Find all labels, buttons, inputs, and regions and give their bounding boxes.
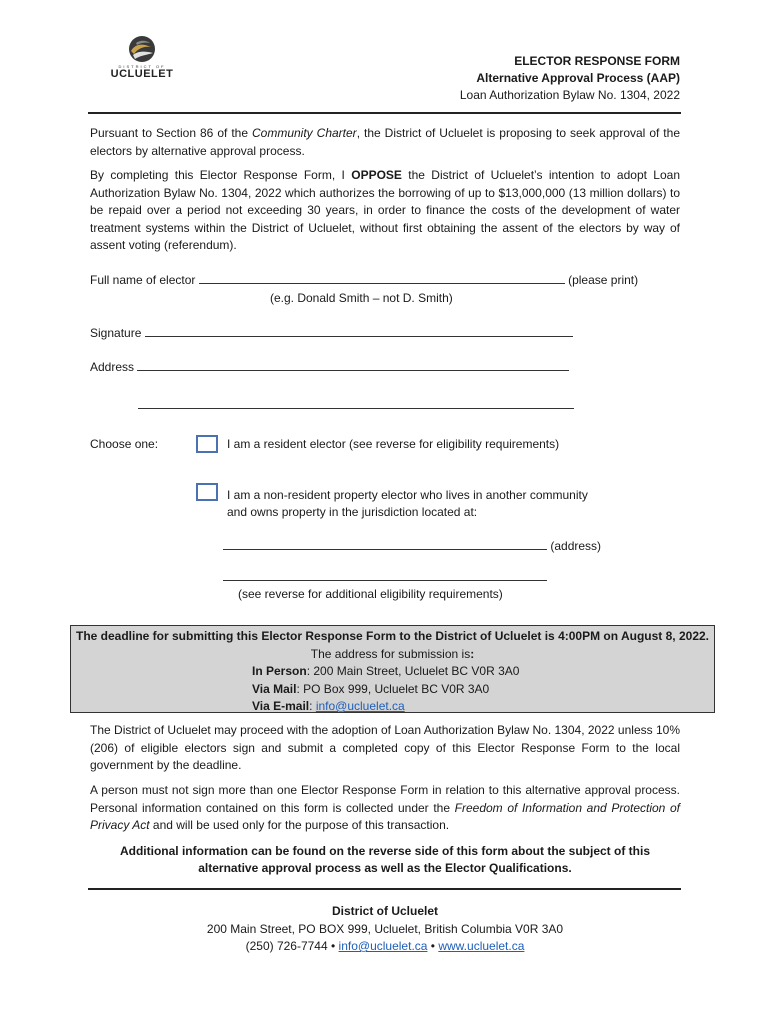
- community-charter-text: Community Charter: [252, 126, 357, 140]
- footer-divider: [88, 888, 681, 890]
- closing-p2-text: A person must not sign more than one Elector Response Form in relation to this alternative approval process. Personal information contained on this form is collected under the: [90, 783, 680, 815]
- deadline-box: [70, 625, 715, 713]
- non-resident-label-line-1: I am a non-resident property elector who lives in another community: [227, 488, 588, 502]
- property-address-field-2[interactable]: [223, 569, 547, 581]
- address-colon: :: [470, 646, 475, 661]
- resident-elector-checkbox[interactable]: [196, 435, 218, 453]
- signature-row: [90, 325, 573, 342]
- in-person-value: : 200 Main Street, Ucluelet BC V0R 3A0: [306, 664, 520, 678]
- via-mail-line: [71, 681, 714, 699]
- form-bylaw: Loan Authorization Bylaw No. 1304, 2022: [459, 88, 680, 102]
- header-divider: [88, 112, 681, 114]
- choose-one-label: Choose one:: [90, 437, 159, 451]
- address-label: Address: [90, 360, 135, 374]
- intro-p1-text: Pursuant to Section 86 of the: [90, 126, 252, 140]
- please-print-label: (please print): [568, 273, 639, 287]
- via-mail-label: Via Mail: [252, 681, 297, 696]
- intro-paragraph-2: [90, 167, 680, 255]
- address-suffix-label: (address): [550, 539, 602, 553]
- intro-p2-rest: the District of Ucluelet’s intention to adopt Loan Authorization Bylaw No. 1304, 2022 which authorizes the borrowing of up to $13,000,000 (13 million dollars) to be repaid over a period not exceeding 30 years, in order to finance the costs of the development of water treatment systems within the District of Ucluelet, without first obtaining the assent of the electors by way of assent voting (referendum).: [90, 168, 680, 252]
- full-name-label: Full name of elector: [90, 273, 196, 287]
- additional-info-line-1: Additional information can be found on the reverse side of this form about the subject of this: [119, 844, 651, 858]
- form-title: ELECTOR RESPONSE FORM: [514, 54, 680, 68]
- non-resident-label-line-2: and owns property in the jurisdiction located at:: [227, 505, 478, 519]
- closing-paragraph-2: [90, 782, 680, 835]
- address-for-text: The address for submission is: [310, 646, 471, 661]
- via-email-line: [71, 698, 714, 716]
- signature-field[interactable]: [145, 325, 573, 337]
- footer-org: District of Ucluelet: [331, 904, 439, 918]
- oppose-text: OPPOSE: [351, 168, 402, 182]
- address-row-2: [138, 397, 574, 414]
- property-address-row-1: [223, 538, 601, 555]
- intro-p1-rest: , the District of Ucluelet is proposing to seek approval of the electors by alternative approval process.: [90, 126, 680, 158]
- intro-paragraph-1: [90, 125, 680, 160]
- via-mail-value: : PO Box 999, Ucluelet BC V0R 3A0: [296, 681, 490, 696]
- closing-paragraph-1: The District of Ucluelet may proceed with the adoption of Loan Authorization Bylaw No. 1304, 2022 unless 10% (206) of eligible electors sign and submit a completed copy of this Elector Response Form to the local government by the deadline.: [90, 723, 680, 772]
- submission-email-link[interactable]: info@ucluelet.ca: [315, 699, 405, 713]
- footer-bullet-2: •: [430, 939, 435, 953]
- resident-elector-label: I am a resident elector (see reverse for eligibility requirements): [227, 437, 560, 451]
- submission-address-heading: [71, 646, 714, 664]
- deadline-headline: The deadline for submitting this Elector Response Form to the District of Ucluelet is 4:00PM on August 8, 2022.: [76, 629, 709, 643]
- footer-bullet-1: •: [331, 939, 336, 953]
- property-address-field-1[interactable]: [223, 538, 547, 550]
- reverse-eligibility-note: (see reverse for additional eligibility requirements): [238, 587, 503, 601]
- full-name-field[interactable]: [199, 272, 565, 284]
- footer-contact-line: [90, 938, 680, 956]
- footer-email-link[interactable]: info@ucluelet.ca: [338, 939, 428, 953]
- footer-address: 200 Main Street, PO BOX 999, Ucluelet, British Columbia V0R 3A0: [206, 922, 564, 936]
- full-name-example: (e.g. Donald Smith – not D. Smith): [270, 291, 453, 305]
- in-person-label: In Person: [252, 664, 307, 678]
- intro-p2-text: By completing this Elector Response Form, I: [90, 168, 352, 182]
- full-name-row: [90, 272, 638, 289]
- address-field-line-2[interactable]: [138, 397, 574, 409]
- ucluelet-emblem-icon: [124, 34, 160, 64]
- address-field-line-1[interactable]: [137, 359, 569, 371]
- foi-act-text: Freedom of Information and Protection of Privacy Act: [90, 800, 680, 832]
- signature-label: Signature: [90, 326, 142, 340]
- logo-ucluelet: UCLUELET: [110, 68, 174, 80]
- form-subtitle: Alternative Approval Process (AAP): [476, 71, 680, 85]
- additional-info-line-2: alternative approval process as well as the Elector Qualifications.: [198, 861, 572, 875]
- address-row: [90, 359, 569, 376]
- non-resident-elector-checkbox[interactable]: [196, 483, 218, 501]
- district-logo: [106, 34, 178, 80]
- footer-phone: (250) 726-7744: [245, 939, 328, 953]
- form-title-block: [460, 53, 680, 104]
- property-address-row-2: [223, 569, 547, 586]
- via-email-colon: :: [309, 699, 316, 713]
- logo-district-of: DISTRICT OF: [118, 64, 166, 69]
- via-email-label: Via E-mail: [252, 699, 310, 713]
- closing-p2-rest: and will be used only for the purpose of this transaction.: [149, 818, 450, 832]
- in-person-line: [71, 663, 714, 681]
- footer-website-link[interactable]: www.ucluelet.ca: [438, 939, 525, 953]
